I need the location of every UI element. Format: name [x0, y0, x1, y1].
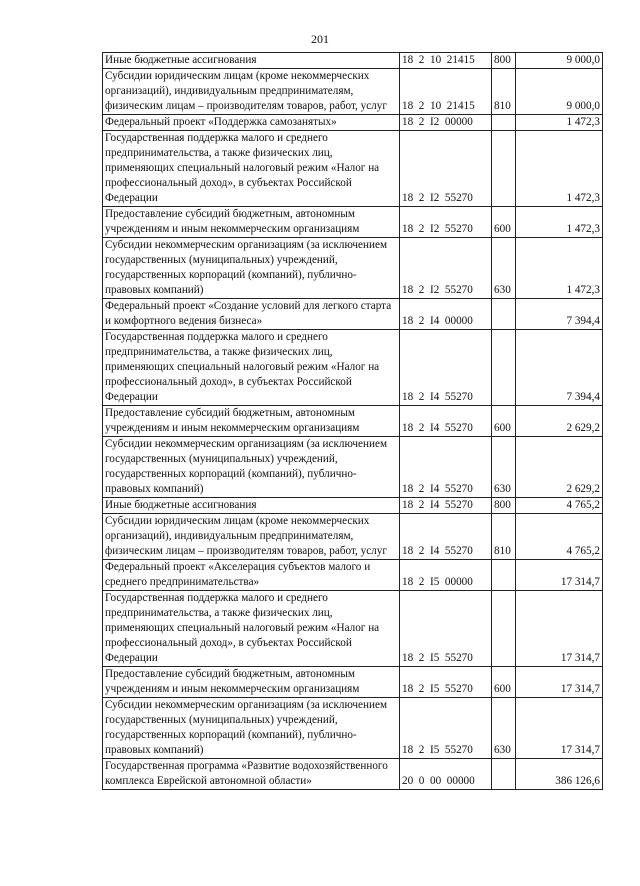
table-row — [103, 330, 603, 406]
row-amount-cell: 2 629,2 — [516, 406, 603, 437]
row-name-cell: Государственная поддержка малого и среднего предпринимательства, а также физических лиц, применяющих специальный налоговый режим «Налог на профессиональный доход», в субъектах Российской Федерации — [103, 131, 400, 207]
row-amount-cell: 9 000,0 — [516, 53, 603, 69]
row-amount-cell: 386 126,6 — [516, 759, 603, 790]
table-row — [103, 53, 603, 69]
row-name-cell: Государственная программа «Развитие водохозяйственного комплекса Еврейской автономной области» — [103, 759, 400, 790]
row-code-cell: 18 2 10 21415 — [400, 69, 492, 115]
row-name-cell: Субсидии некоммерческим организациям (за исключением государственных (муниципальных) учреждений, государственных корпораций (компаний), публично-правовых компаний) — [103, 238, 400, 299]
budget-table-body — [103, 53, 603, 790]
row-code-cell: 18 2 I2 55270 — [400, 207, 492, 238]
row-name-cell: Иные бюджетные ассигнования — [103, 53, 400, 69]
row-amount-cell: 1 472,3 — [516, 207, 603, 238]
row-name-cell: Субсидии некоммерческим организациям (за исключением государственных (муниципальных) учреждений, государственных корпораций (компаний), публично-правовых компаний) — [103, 698, 400, 759]
table-row — [103, 299, 603, 330]
row-amount-cell: 1 472,3 — [516, 115, 603, 131]
row-code-cell: 18 2 I4 00000 — [400, 299, 492, 330]
row-expense-type-cell — [492, 330, 516, 406]
row-code-cell: 18 2 I4 55270 — [400, 406, 492, 437]
row-amount-cell: 4 765,2 — [516, 498, 603, 514]
table-row — [103, 514, 603, 560]
row-amount-cell: 9 000,0 — [516, 69, 603, 115]
row-code-cell: 18 2 I4 55270 — [400, 498, 492, 514]
row-name-cell: Федеральный проект «Создание условий для легкого старта и комфортного ведения бизнеса» — [103, 299, 400, 330]
row-name-cell: Федеральный проект «Поддержка самозанятых» — [103, 115, 400, 131]
table-row — [103, 667, 603, 698]
row-name-cell: Федеральный проект «Акселерация субъектов малого и среднего предпринимательства» — [103, 560, 400, 591]
row-code-cell: 18 2 I4 55270 — [400, 437, 492, 498]
row-expense-type-cell: 810 — [492, 514, 516, 560]
row-amount-cell: 17 314,7 — [516, 591, 603, 667]
row-code-cell: 18 2 10 21415 — [400, 53, 492, 69]
row-amount-cell: 17 314,7 — [516, 560, 603, 591]
budget-table — [102, 52, 603, 790]
row-expense-type-cell: 810 — [492, 69, 516, 115]
row-expense-type-cell: 630 — [492, 698, 516, 759]
row-name-cell: Субсидии юридическим лицам (кроме некоммерческих организаций), индивидуальным предпринимателям, физическим лицам – производителям товаров, работ, услуг — [103, 514, 400, 560]
row-code-cell: 18 2 I4 55270 — [400, 514, 492, 560]
row-expense-type-cell — [492, 115, 516, 131]
row-amount-cell: 2 629,2 — [516, 437, 603, 498]
row-code-cell: 20 0 00 00000 — [400, 759, 492, 790]
row-name-cell: Предоставление субсидий бюджетным, автономным учреждениям и иным некоммерческим организациям — [103, 406, 400, 437]
row-name-cell: Государственная поддержка малого и среднего предпринимательства, а также физических лиц, применяющих специальный налоговый режим «Налог на профессиональный доход», в субъектах Российской Федерации — [103, 330, 400, 406]
table-row — [103, 238, 603, 299]
table-row — [103, 759, 603, 790]
row-expense-type-cell — [492, 299, 516, 330]
table-row — [103, 560, 603, 591]
row-amount-cell: 1 472,3 — [516, 131, 603, 207]
table-row — [103, 115, 603, 131]
row-name-cell: Государственная поддержка малого и среднего предпринимательства, а также физических лиц, применяющих специальный налоговый режим «Налог на профессиональный доход», в субъектах Российской Федерации — [103, 591, 400, 667]
row-amount-cell: 17 314,7 — [516, 667, 603, 698]
row-code-cell: 18 2 I5 55270 — [400, 667, 492, 698]
row-expense-type-cell — [492, 131, 516, 207]
row-name-cell: Предоставление субсидий бюджетным, автономным учреждениям и иным некоммерческим организациям — [103, 207, 400, 238]
table-row — [103, 69, 603, 115]
table-row — [103, 131, 603, 207]
row-code-cell: 18 2 I5 00000 — [400, 560, 492, 591]
table-row — [103, 437, 603, 498]
table-row — [103, 698, 603, 759]
table-row — [103, 498, 603, 514]
row-code-cell: 18 2 I5 55270 — [400, 591, 492, 667]
row-expense-type-cell: 630 — [492, 238, 516, 299]
row-expense-type-cell: 630 — [492, 437, 516, 498]
row-expense-type-cell — [492, 560, 516, 591]
row-code-cell: 18 2 I4 55270 — [400, 330, 492, 406]
row-name-cell: Субсидии юридическим лицам (кроме некоммерческих организаций), индивидуальным предпринимателям, физическим лицам – производителям товаров, работ, услуг — [103, 69, 400, 115]
row-name-cell: Иные бюджетные ассигнования — [103, 498, 400, 514]
table-row — [103, 591, 603, 667]
row-code-cell: 18 2 I2 00000 — [400, 115, 492, 131]
table-row — [103, 406, 603, 437]
row-name-cell: Субсидии некоммерческим организациям (за исключением государственных (муниципальных) учреждений, государственных корпораций (компаний), публично-правовых компаний) — [103, 437, 400, 498]
row-amount-cell: 7 394,4 — [516, 330, 603, 406]
row-expense-type-cell: 800 — [492, 53, 516, 69]
row-amount-cell: 17 314,7 — [516, 698, 603, 759]
table-row — [103, 207, 603, 238]
page-number: 201 — [311, 32, 329, 46]
row-expense-type-cell: 600 — [492, 207, 516, 238]
row-amount-cell: 4 765,2 — [516, 514, 603, 560]
row-expense-type-cell — [492, 759, 516, 790]
row-amount-cell: 1 472,3 — [516, 238, 603, 299]
row-amount-cell: 7 394,4 — [516, 299, 603, 330]
row-expense-type-cell: 800 — [492, 498, 516, 514]
row-expense-type-cell: 600 — [492, 406, 516, 437]
row-name-cell: Предоставление субсидий бюджетным, автономным учреждениям и иным некоммерческим организациям — [103, 667, 400, 698]
row-code-cell: 18 2 I2 55270 — [400, 238, 492, 299]
row-expense-type-cell — [492, 591, 516, 667]
row-expense-type-cell: 600 — [492, 667, 516, 698]
row-code-cell: 18 2 I5 55270 — [400, 698, 492, 759]
row-code-cell: 18 2 I2 55270 — [400, 131, 492, 207]
